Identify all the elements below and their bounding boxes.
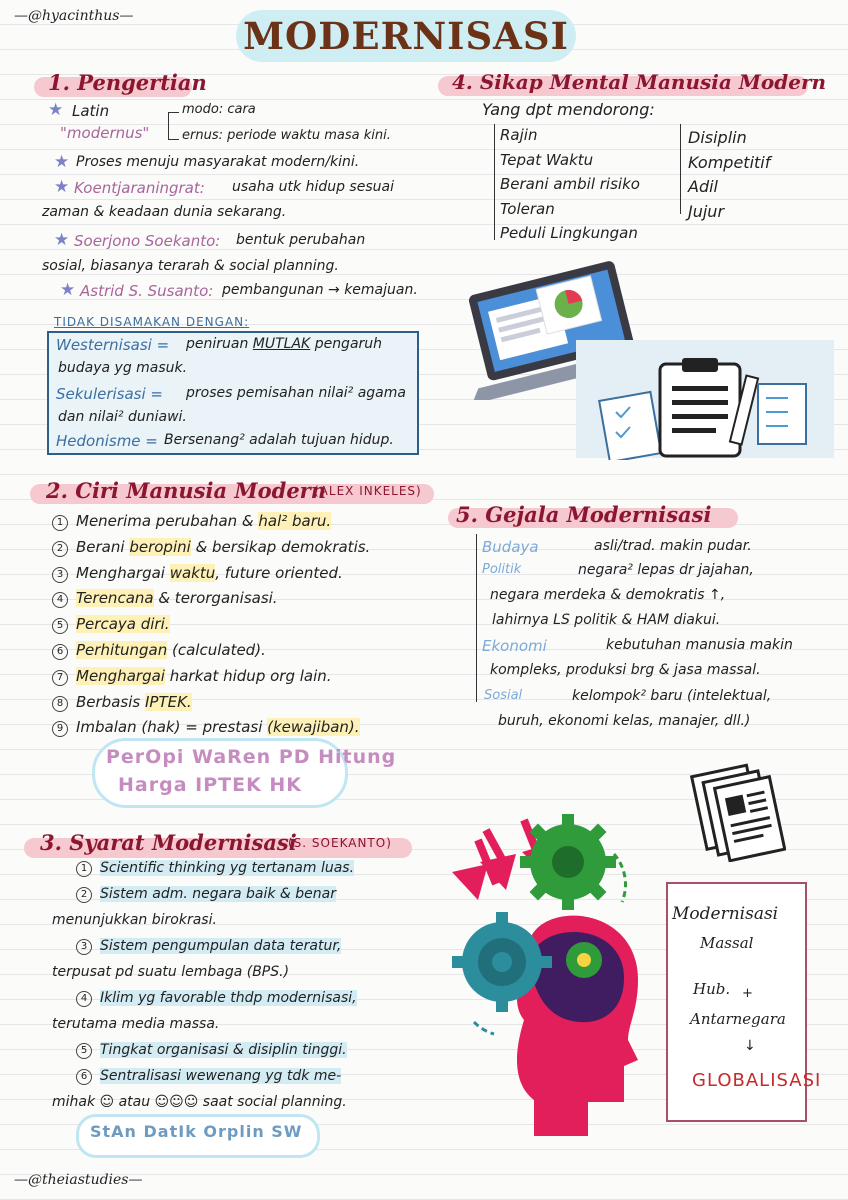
westernisasi-def: peniruan MUTLAK pengaruh (186, 336, 383, 352)
item-text: & bersikap demokratis. (190, 537, 371, 556)
section2-source: (ALEX INKELES) (314, 484, 422, 498)
credit-bottom: —@theiastudies— (14, 1172, 143, 1188)
highlighted-text: IPTEK. (144, 692, 192, 711)
ciri-item (52, 641, 266, 660)
politik-label: Politik (482, 562, 522, 577)
plus-icon: + (742, 986, 753, 1001)
arrow-down-icon: ↓ (744, 1038, 756, 1054)
tidak-disamakan-label: TIDAK DISAMAKAN DENGAN: (54, 315, 250, 329)
sikap-item: Adil (688, 177, 718, 196)
politik-def3: lahirnya LS politik & HAM diakui. (492, 612, 721, 628)
mnemonic-line1: PerOpi WaRen PD Hitung (106, 746, 397, 768)
item-text: Tingkat organisasi & disiplin tinggi. (100, 1042, 347, 1058)
koentjaraningrat-name: Koentjaraningrat: (74, 179, 205, 197)
ciri-item (52, 512, 331, 531)
latin-label: Latin (72, 102, 110, 120)
sikap-item: Peduli Lingkungan (500, 224, 638, 242)
item-number: 3 (76, 939, 92, 955)
highlighted-text: Menghargai (76, 666, 165, 685)
modo-definition: modo: cara (182, 102, 256, 117)
syarat-item (76, 990, 357, 1007)
item-number: 5 (76, 1043, 92, 1059)
sekulerisasi-def2: dan nilai² duniawi. (58, 409, 187, 425)
ciri-item (52, 589, 278, 608)
sikap-item: Rajin (500, 126, 538, 144)
section5-heading: 5. Gejala Modernisasi (456, 502, 712, 527)
astrid-def: pembangunan → kemajuan. (222, 282, 418, 298)
highlighted-text: Terencana (76, 589, 154, 608)
astrid-name: Astrid S. Susanto: (80, 282, 214, 300)
item-text: (calculated). (167, 641, 266, 659)
hedonisme-def: Bersenang² adalah tujuan hidup. (164, 432, 394, 448)
item-number: 5 (52, 618, 68, 634)
item-text: Berani (76, 537, 130, 556)
section3-source: (S. SOEKANTO) (288, 836, 392, 850)
item-text: Sentralisasi wewenang yg tdk me- (100, 1068, 342, 1084)
modernus-bracket (168, 112, 179, 140)
highlighted-text: Percaya diri. (76, 615, 170, 634)
item-text: & terorganisasi. (153, 589, 278, 608)
section4-intro: Yang dpt mendorong: (482, 100, 655, 119)
koentjaraningrat-def: usaha utk hidup sesuai (232, 179, 394, 195)
section5-brace (476, 534, 477, 702)
star-icon: ★ (54, 230, 70, 250)
ciri-item (52, 693, 192, 712)
sikap-item: Disiplin (688, 128, 747, 147)
syarat-item (76, 886, 336, 903)
ekonomi-def1: kebutuhan manusia makin (606, 637, 793, 653)
sosial-def1: kelompok² baru (intelektual, (572, 688, 772, 704)
globalisasi-result: GLOBALISASI (692, 1070, 822, 1091)
item-number: 4 (76, 991, 92, 1007)
hedonisme-term: Hedonisme = (56, 432, 158, 450)
item-number: 1 (52, 515, 68, 531)
sosial-def2: buruh, ekonomi kelas, manajer, dll.) (498, 713, 751, 729)
document-stack-icon (690, 762, 786, 862)
syarat-item-cont: menunjukkan birokrasi. (52, 912, 217, 928)
item-text: Iklim yg favorable thdp modernisasi, (100, 990, 357, 1006)
mnemonic-line2: Harga IPTEK HK (118, 774, 303, 796)
ciri-item (52, 564, 343, 583)
item-text: Berbasis (76, 692, 145, 711)
highlighted-text: hal² baru. (258, 512, 332, 530)
item-text: Sistem pengumpulan data teratur, (100, 938, 342, 954)
credit-top: —@hyacinthus— (14, 8, 134, 24)
syarat-item-cont: terpusat pd suatu lembaga (BPS.) (52, 964, 290, 980)
sikap-item: Kompetitif (688, 152, 771, 172)
politik-def2: negara merdeka & demokratis ↑, (490, 587, 726, 603)
section2-heading: 2. Ciri Manusia Modern (46, 478, 327, 503)
proses-definition: Proses menuju masyarakat modern/kini. (76, 154, 360, 170)
item-number: 3 (52, 567, 68, 583)
ekonomi-def2: kompleks, produksi brg & jasa massal. (490, 662, 761, 678)
westernisasi-def2: budaya yg masuk. (58, 360, 188, 376)
modernus-word: "modernus" (60, 124, 150, 142)
star-icon: ★ (48, 100, 64, 120)
sikap-item: Toleran (500, 199, 555, 218)
star-icon: ★ (60, 280, 76, 300)
item-text: Scientific thinking yg tertanam luas. (100, 860, 355, 876)
globalisasi-line2: Massal (700, 934, 754, 952)
item-number: 8 (52, 696, 68, 712)
head-gears-icon (438, 810, 654, 1136)
clipboard-icon (598, 356, 830, 460)
item-text: harkat hidup org lain. (164, 666, 332, 685)
ciri-item (52, 718, 360, 737)
highlighted-text: beropini (129, 537, 191, 556)
soekanto-def: bentuk perubahan (236, 232, 366, 248)
sikap-item: Tepat Waktu (500, 150, 594, 169)
section4-heading: 4. Sikap Mental Manusia Modern (452, 70, 827, 94)
syarat-item (76, 1068, 341, 1085)
highlighted-text: waktu (169, 563, 216, 582)
item-number: 9 (52, 721, 68, 737)
ciri-item (52, 615, 170, 634)
soekanto-name: Soerjono Soekanto: (74, 232, 221, 250)
budaya-label: Budaya (482, 538, 539, 556)
item-text: Menghargai (76, 563, 170, 582)
syarat-item-cont: terutama media massa. (52, 1016, 220, 1032)
syarat-item (76, 860, 354, 877)
col1-brace (494, 124, 495, 240)
page-title: MODERNISASI (243, 14, 569, 58)
item-text: Menerima perubahan & (76, 512, 259, 530)
col2-brace (680, 124, 681, 214)
ciri-item (52, 538, 370, 557)
item-text: Imbalan (hak) = prestasi (76, 718, 268, 737)
star-icon: ★ (54, 177, 70, 197)
star-icon: ★ (54, 152, 70, 172)
syarat-item-cont: mihak ☺ atau ☺☺☺ saat social planning. (52, 1094, 347, 1110)
soekanto-def2: sosial, biasanya terarah & social planning. (42, 258, 339, 274)
sikap-item: Jujur (688, 201, 725, 221)
item-number: 2 (52, 541, 68, 557)
sekulerisasi-term: Sekulerisasi = (56, 385, 163, 403)
item-number: 4 (52, 592, 68, 608)
ernus-definition: ernus: periode waktu masa kini. (182, 128, 391, 143)
politik-def1: negara² lepas dr jajahan, (578, 562, 754, 578)
item-text: Sistem adm. negara baik & benar (100, 886, 336, 902)
item-number: 6 (52, 644, 68, 660)
mnemonic-s3: StAn DatIk Orplin SW (90, 1122, 303, 1141)
sosial-label: Sosial (484, 688, 523, 703)
ciri-item (52, 667, 332, 686)
item-number: 1 (76, 861, 92, 877)
globalisasi-line4: Antarnegara (690, 1010, 786, 1028)
sekulerisasi-def: proses pemisahan nilai² agama (186, 385, 406, 401)
highlighted-text: (kewajiban). (267, 718, 360, 737)
item-number: 7 (52, 670, 68, 686)
koentjaraningrat-def2: zaman & keadaan dunia sekarang. (42, 204, 287, 220)
budaya-def: asli/trad. makin pudar. (594, 538, 752, 554)
globalisasi-line3: Hub. (693, 980, 731, 998)
westernisasi-term: Westernisasi = (56, 336, 170, 354)
item-number: 6 (76, 1069, 92, 1085)
globalisasi-line1: Modernisasi (672, 904, 779, 924)
item-number: 2 (76, 887, 92, 903)
ekonomi-label: Ekonomi (482, 637, 547, 655)
syarat-item (76, 938, 341, 955)
section1-heading: 1. Pengertian (48, 70, 207, 95)
section3-heading: 3. Syarat Modernisasi (40, 830, 297, 855)
syarat-item (76, 1042, 347, 1059)
sikap-item: Berani ambil risiko (500, 175, 640, 193)
item-text: , future oriented. (215, 563, 343, 582)
highlighted-text: Perhitungan (76, 641, 168, 659)
